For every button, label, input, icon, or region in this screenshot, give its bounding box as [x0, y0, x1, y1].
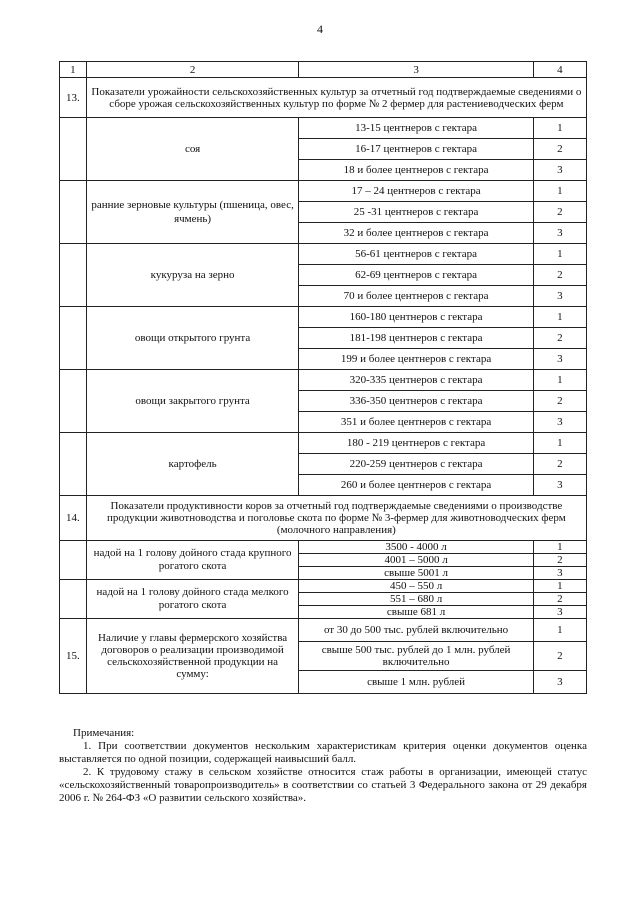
- crop-name: овощи закрытого грунта: [86, 370, 299, 433]
- note-1: 1. При соответствии документов нескольким характеристикам критерия оценки документов оценка выставляется по одной позиции, содержащей наивысший балл.: [59, 740, 587, 765]
- yield-range: 16-17 центнеров с гектара: [299, 139, 533, 160]
- yield-range: 160-180 центнеров с гектара: [299, 307, 533, 328]
- crop-empty-cell: [60, 244, 87, 307]
- milk-yield-range: свыше 681 л: [299, 606, 533, 619]
- score: 1: [533, 244, 586, 265]
- score: 1: [533, 370, 586, 391]
- yield-range: 18 и более центнеров с гектара: [299, 160, 533, 181]
- section-13-row: [60, 78, 587, 118]
- yield-range: 351 и более центнеров с гектара: [299, 412, 533, 433]
- score: 1: [533, 619, 586, 642]
- yield-range: 17 – 24 центнеров с гектара: [299, 181, 533, 202]
- header-col-4: 4: [533, 62, 586, 78]
- dairy-empty-cell: [60, 541, 87, 580]
- score: 3: [533, 475, 586, 496]
- yield-range: 220-259 центнеров с гектара: [299, 454, 533, 475]
- crop-row: [60, 181, 587, 202]
- contract-criterion: Наличие у главы фермерского хозяйства договоров о реализации производимой сельскохозяйственной продукции на сумму:: [86, 619, 299, 694]
- milk-yield-range: 4001 – 5000 л: [299, 554, 533, 567]
- score: 2: [533, 139, 586, 160]
- crop-name: ранние зерновые культуры (пшеница, овес, ячмень): [86, 181, 299, 244]
- crop-row: [60, 433, 587, 454]
- crop-name: картофель: [86, 433, 299, 496]
- criteria-table: [59, 61, 587, 694]
- milk-yield-range: свыше 5001 л: [299, 567, 533, 580]
- yield-range: 70 и более центнеров с гектара: [299, 286, 533, 307]
- yield-range: 260 и более центнеров с гектара: [299, 475, 533, 496]
- score: 3: [533, 567, 586, 580]
- dairy-group-name: надой на 1 голову дойного стада мелкого рогатого скота: [86, 580, 299, 619]
- dairy-row: [60, 580, 587, 593]
- crop-empty-cell: [60, 181, 87, 244]
- crop-empty-cell: [60, 307, 87, 370]
- yield-range: 180 - 219 центнеров с гектара: [299, 433, 533, 454]
- crop-empty-cell: [60, 370, 87, 433]
- contract-row: [60, 619, 587, 642]
- contract-amount-range: свыше 1 млн. рублей: [299, 671, 533, 694]
- score: 2: [533, 554, 586, 567]
- dairy-table-body: [60, 541, 587, 619]
- score: 1: [533, 541, 586, 554]
- crop-name: соя: [86, 118, 299, 181]
- score: 1: [533, 181, 586, 202]
- notes-block: [59, 727, 587, 805]
- dairy-row: [60, 541, 587, 554]
- crops-table-body: [60, 118, 587, 496]
- crop-name: кукуруза на зерно: [86, 244, 299, 307]
- score: 2: [533, 642, 586, 671]
- milk-yield-range: 450 – 550 л: [299, 580, 533, 593]
- crop-empty-cell: [60, 118, 87, 181]
- score: 3: [533, 671, 586, 694]
- header-col-1: 1: [60, 62, 87, 78]
- section-14-number: 14.: [60, 496, 87, 541]
- crop-row: [60, 118, 587, 139]
- yield-range: 56-61 центнеров с гектара: [299, 244, 533, 265]
- header-col-2: 2: [86, 62, 299, 78]
- score: 3: [533, 223, 586, 244]
- contract-table-body: [60, 619, 587, 694]
- yield-range: 336-350 центнеров с гектара: [299, 391, 533, 412]
- score: 2: [533, 391, 586, 412]
- score: 2: [533, 265, 586, 286]
- score: 1: [533, 433, 586, 454]
- yield-range: 199 и более центнеров с гектара: [299, 349, 533, 370]
- score: 2: [533, 202, 586, 223]
- section-13-number: 13.: [60, 78, 87, 118]
- page-number: 4: [317, 22, 323, 36]
- score: 2: [533, 454, 586, 475]
- header-col-3: 3: [299, 62, 533, 78]
- crop-row: [60, 244, 587, 265]
- section-14-row: [60, 496, 587, 541]
- score: 3: [533, 349, 586, 370]
- section-13-title: Показатели урожайности сельскохозяйственных культур за отчетный год подтверждаемые сведениями о сборе урожая сельскохозяйственных культур по форме № 2 фермер для растениеводческих ферм: [86, 78, 586, 118]
- score: 1: [533, 118, 586, 139]
- score: 1: [533, 580, 586, 593]
- contract-amount-range: от 30 до 500 тыс. рублей включительно: [299, 619, 533, 642]
- milk-yield-range: 3500 - 4000 л: [299, 541, 533, 554]
- dairy-group-name: надой на 1 голову дойного стада крупного рогатого скота: [86, 541, 299, 580]
- yield-range: 13-15 центнеров с гектара: [299, 118, 533, 139]
- yield-range: 181-198 центнеров с гектара: [299, 328, 533, 349]
- yield-range: 25 -31 центнеров с гектара: [299, 202, 533, 223]
- yield-range: 62-69 центнеров с гектара: [299, 265, 533, 286]
- section-15-number: 15.: [60, 619, 87, 694]
- score: 2: [533, 328, 586, 349]
- section-14-title: Показатели продуктивности коров за отчетный год подтверждаемые сведениями о производстве продукции животноводства и поголовье скота по форме № 3-фермер для животноводческих ферм (молочного направления): [86, 496, 586, 541]
- score: 3: [533, 160, 586, 181]
- yield-range: 320-335 центнеров с гектара: [299, 370, 533, 391]
- yield-range: 32 и более центнеров с гектара: [299, 223, 533, 244]
- dairy-empty-cell: [60, 580, 87, 619]
- note-2: 2. К трудовому стажу в сельском хозяйстве относится стаж работы в организации, имеющей статус «сельскохозяйственный товаропроизводитель» в соответствии со статьей 3 Федерального закона от 29 декабря 2006 г. № 264-ФЗ «О развитии сельского хозяйства».: [59, 766, 587, 804]
- contract-amount-range: свыше 500 тыс. рублей до 1 млн. рублей включительно: [299, 642, 533, 671]
- score: 1: [533, 307, 586, 328]
- score: 3: [533, 412, 586, 433]
- crop-empty-cell: [60, 433, 87, 496]
- score: 3: [533, 286, 586, 307]
- crop-row: [60, 307, 587, 328]
- crop-row: [60, 370, 587, 391]
- score: 2: [533, 593, 586, 606]
- score: 3: [533, 606, 586, 619]
- table-header-row: [60, 62, 587, 78]
- notes-heading: Примечания:: [73, 727, 135, 739]
- milk-yield-range: 551 – 680 л: [299, 593, 533, 606]
- crop-name: овощи открытого грунта: [86, 307, 299, 370]
